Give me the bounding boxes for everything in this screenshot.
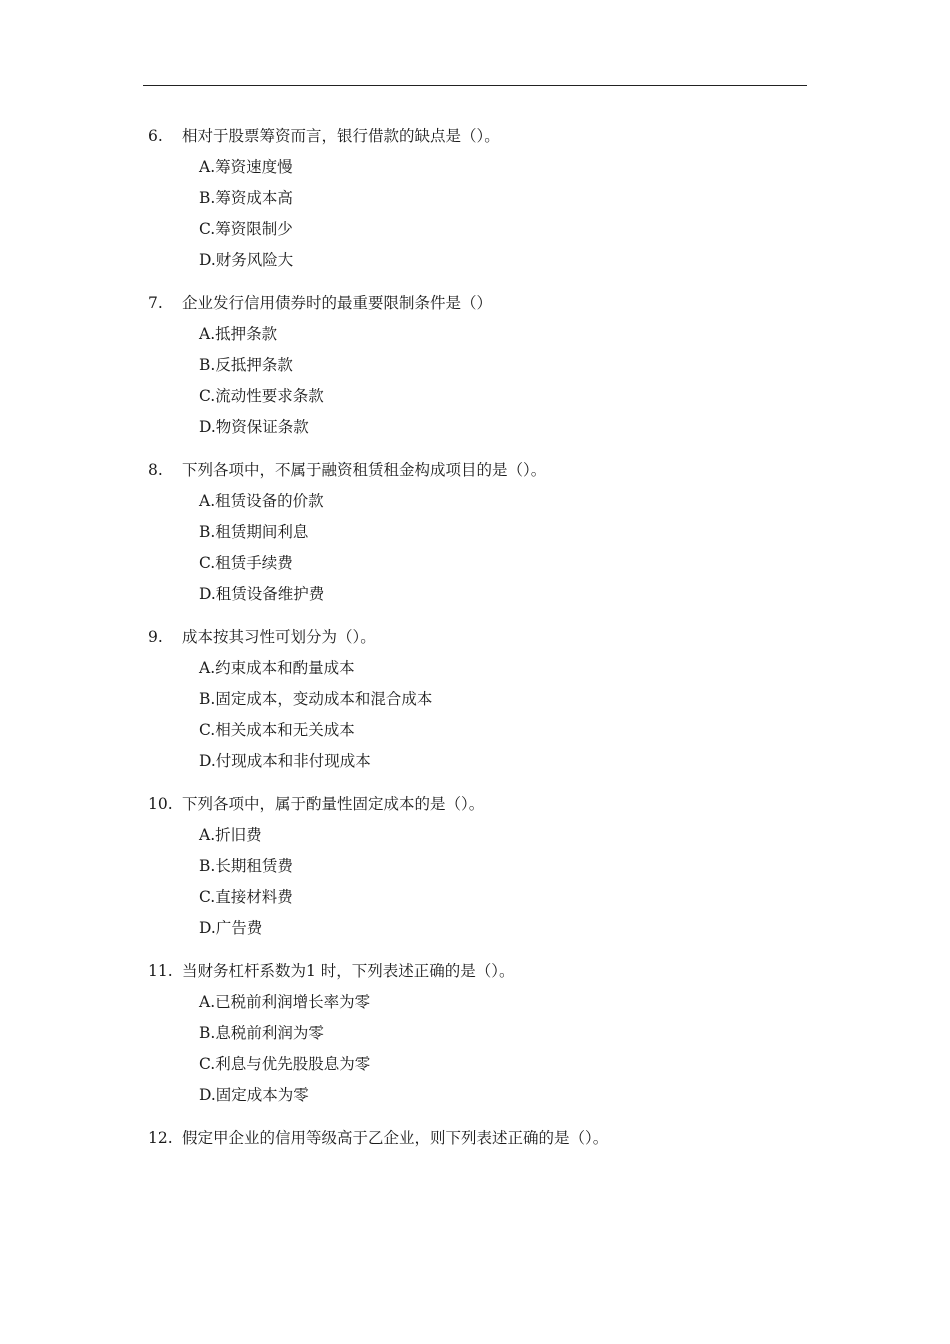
option-c: C.相关成本和无关成本 xyxy=(199,721,355,739)
option-d: D.财务风险大 xyxy=(199,251,294,269)
option-list xyxy=(148,823,808,940)
option-c: C.流动性要求条款 xyxy=(199,387,324,405)
question-number: 11. xyxy=(148,962,173,980)
option-list xyxy=(148,489,808,606)
question-stem xyxy=(148,625,808,649)
question-text: 当财务杠杆系数为1 时，下列表述正确的是（）。 xyxy=(182,962,515,980)
question-number: 10. xyxy=(148,795,173,813)
option-b: B.筹资成本高 xyxy=(199,189,293,207)
option-b: B.反抵押条款 xyxy=(199,356,293,374)
question-stem xyxy=(148,959,808,983)
question-stem xyxy=(148,1126,808,1150)
option-a: A.租赁设备的价款 xyxy=(199,492,324,510)
option-list xyxy=(148,155,808,272)
option-d: D.租赁设备维护费 xyxy=(199,585,325,603)
question-stem xyxy=(148,124,808,148)
option-b: B.长期租赁费 xyxy=(199,857,293,875)
option-list xyxy=(148,656,808,773)
question-number: 12. xyxy=(148,1129,173,1147)
option-c: C.利息与优先股股息为零 xyxy=(199,1055,371,1073)
question-7 xyxy=(148,291,808,439)
option-d: D.付现成本和非付现成本 xyxy=(199,752,371,770)
question-number: 9. xyxy=(148,628,163,646)
question-text: 下列各项中，不属于融资租赁租金构成项目的是（）。 xyxy=(182,461,547,479)
option-d: D.物资保证条款 xyxy=(199,418,309,436)
option-a: A.筹资速度慢 xyxy=(199,158,293,176)
question-6 xyxy=(148,124,808,272)
option-d: D.固定成本为零 xyxy=(199,1086,309,1104)
option-a: A.折旧费 xyxy=(199,826,262,844)
question-stem xyxy=(148,291,808,315)
option-a: A.抵押条款 xyxy=(199,325,278,343)
question-number: 7. xyxy=(148,294,163,312)
question-number: 6. xyxy=(148,127,163,145)
option-b: B.租赁期间利息 xyxy=(199,523,309,541)
question-10 xyxy=(148,792,808,940)
option-c: C.租赁手续费 xyxy=(199,554,293,572)
question-text: 成本按其习性可划分为（）。 xyxy=(182,628,376,646)
question-12 xyxy=(148,1126,808,1150)
option-list xyxy=(148,322,808,439)
option-b: B.固定成本，变动成本和混合成本 xyxy=(199,690,433,708)
question-9 xyxy=(148,625,808,773)
question-11 xyxy=(148,959,808,1107)
question-text: 企业发行信用债券时的最重要限制条件是（） xyxy=(182,294,493,312)
question-text: 下列各项中，属于酌量性固定成本的是（）。 xyxy=(182,795,485,813)
question-text: 假定甲企业的信用等级高于乙企业，则下列表述正确的是（）。 xyxy=(182,1129,609,1147)
question-text: 相对于股票筹资而言，银行借款的缺点是（）。 xyxy=(182,127,500,145)
question-number: 8. xyxy=(148,461,163,479)
question-stem xyxy=(148,792,808,816)
option-a: A.约束成本和酌量成本 xyxy=(199,659,355,677)
option-a: A.已税前利润增长率为零 xyxy=(199,993,371,1011)
question-8 xyxy=(148,458,808,606)
header-rule xyxy=(143,85,807,86)
option-c: C.筹资限制少 xyxy=(199,220,293,238)
option-c: C.直接材料费 xyxy=(199,888,293,906)
option-b: B.息税前利润为零 xyxy=(199,1024,324,1042)
question-stem xyxy=(148,458,808,482)
option-list xyxy=(148,990,808,1107)
question-list xyxy=(148,124,808,1169)
option-d: D.广告费 xyxy=(199,919,263,937)
